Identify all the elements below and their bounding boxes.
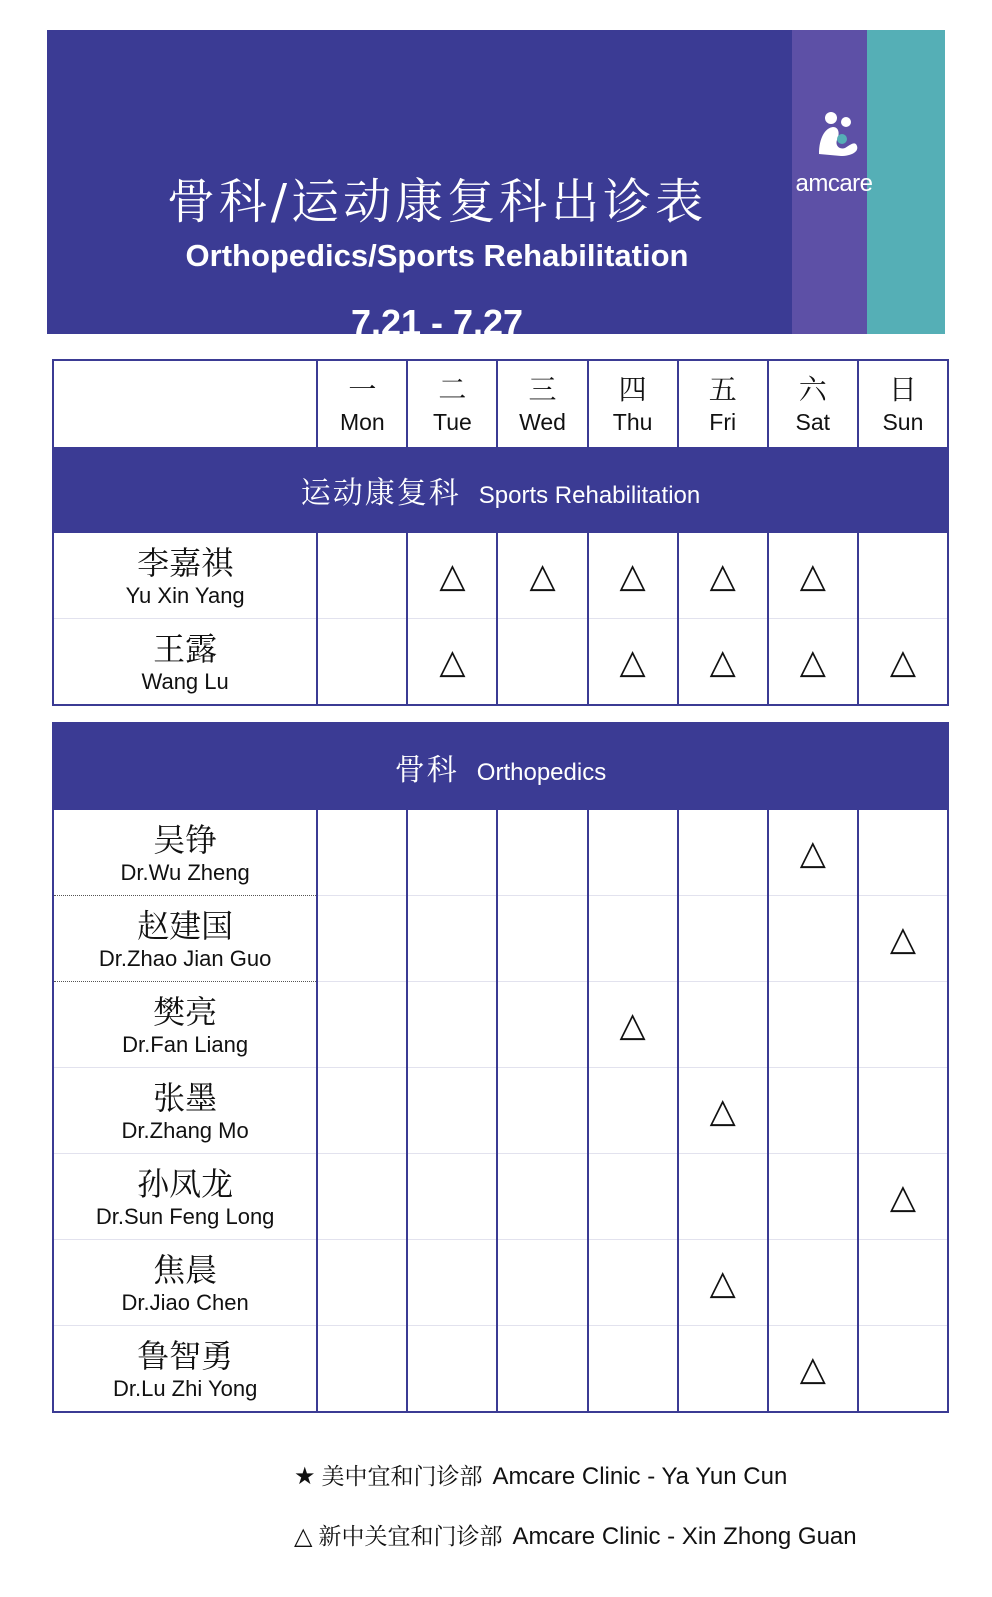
doctor-name-cell — [53, 533, 317, 619]
slot-wed — [497, 896, 587, 982]
doctor-name-en: Dr.Jiao Chen — [121, 1289, 249, 1315]
page-title-en: Orthopedics/Sports Rehabilitation — [185, 238, 689, 273]
day-en: Sun — [882, 409, 924, 435]
slot-fri: △ — [678, 1240, 768, 1326]
doctor-name-en: Dr.Sun Feng Long — [95, 1203, 275, 1229]
slot-sun — [858, 533, 948, 619]
doctor-name-cell — [53, 810, 317, 896]
slot-wed — [497, 1240, 587, 1326]
page-title-cn: 骨科/运动康复科出诊表 — [166, 174, 708, 230]
amcare-logo — [775, 110, 893, 210]
slot-sat: △ — [768, 619, 858, 706]
slot-wed — [497, 1068, 587, 1154]
doctor-row — [53, 810, 948, 896]
slot-sat — [768, 1154, 858, 1240]
section-title-cell — [53, 447, 948, 533]
day-cn: 三 — [528, 373, 557, 406]
slot-tue: △ — [407, 619, 497, 706]
slot-thu: △ — [588, 619, 678, 706]
slot-fri: △ — [678, 1068, 768, 1154]
day-header-sat — [768, 360, 858, 447]
doctor-row — [53, 1154, 948, 1240]
slot-fri — [678, 896, 768, 982]
day-header-tue — [407, 360, 497, 447]
slot-sat: △ — [768, 533, 858, 619]
slot-mon — [317, 896, 407, 982]
doctor-name-en: Wang Lu — [141, 668, 229, 694]
day-cn: 二 — [438, 373, 467, 406]
slot-mon — [317, 1154, 407, 1240]
doctor-name-cn: 焦晨 — [153, 1250, 218, 1289]
slot-sun — [858, 810, 948, 896]
day-en: Fri — [709, 409, 737, 435]
day-en: Mon — [339, 409, 385, 435]
slot-tue — [407, 1154, 497, 1240]
slot-mon — [317, 1326, 407, 1413]
doctor-name-cell — [53, 619, 317, 706]
section-title-en: Sports Rehabilitation — [478, 482, 701, 509]
day-cn: 一 — [348, 373, 377, 406]
day-header-wed — [497, 360, 587, 447]
doctor-name-cn: 樊亮 — [153, 992, 218, 1031]
slot-wed — [497, 1326, 587, 1413]
slot-sat — [768, 982, 858, 1068]
date-range: 7.21 - 7.27 — [350, 302, 524, 343]
slot-fri — [678, 810, 768, 896]
slot-wed — [497, 982, 587, 1068]
slot-thu: △ — [588, 533, 678, 619]
doctor-row — [53, 982, 948, 1068]
slot-thu: △ — [588, 982, 678, 1068]
doctor-name-en: Yu Xin Yang — [125, 582, 245, 608]
slot-mon — [317, 533, 407, 619]
doctor-name-cn: 孙凤龙 — [137, 1164, 234, 1203]
slot-sun — [858, 1068, 948, 1154]
sports-rehab-schedule-table — [52, 359, 949, 706]
day-en: Wed — [519, 409, 566, 435]
slot-sat — [768, 1240, 858, 1326]
slot-mon — [317, 1068, 407, 1154]
day-header-fri — [678, 360, 768, 447]
doctor-name-cell — [53, 1154, 317, 1240]
slot-sat: △ — [768, 1326, 858, 1413]
doctor-row — [53, 1068, 948, 1154]
slot-fri — [678, 1154, 768, 1240]
slot-thu — [588, 1326, 678, 1413]
day-header-mon — [317, 360, 407, 447]
slot-sat: △ — [768, 810, 858, 896]
doctor-name-cell — [53, 1068, 317, 1154]
day-en: Tue — [433, 409, 472, 435]
slot-tue — [407, 896, 497, 982]
legend-item-ya-yun-cun — [294, 1458, 787, 1491]
section-header-sports — [53, 447, 948, 533]
slot-sat — [768, 896, 858, 982]
slot-mon — [317, 810, 407, 896]
slot-fri: △ — [678, 533, 768, 619]
doctor-row — [53, 1240, 948, 1326]
slot-mon — [317, 1240, 407, 1326]
day-en: Sat — [795, 409, 831, 435]
slot-sun — [858, 982, 948, 1068]
slot-mon — [317, 982, 407, 1068]
slot-wed — [497, 619, 587, 706]
doctor-row — [53, 533, 948, 619]
star-icon: ★ — [294, 1463, 316, 1490]
legend-clinic-cn: 美中宜和门诊部 — [321, 1464, 483, 1490]
legend-item-xin-zhong-guan — [294, 1518, 857, 1551]
slot-tue: △ — [407, 533, 497, 619]
slot-thu — [588, 810, 678, 896]
slot-fri — [678, 982, 768, 1068]
slot-thu — [588, 1240, 678, 1326]
section-title-cn: 骨科 — [394, 753, 459, 788]
orthopedics-schedule-table — [52, 722, 949, 1413]
slot-sat — [768, 1068, 858, 1154]
section-header-orthopedics — [53, 723, 948, 810]
day-header-sun — [858, 360, 948, 447]
doctor-name-cell — [53, 982, 317, 1068]
triangle-icon: △ — [294, 1523, 313, 1550]
doctor-name-en: Dr.Fan Liang — [122, 1031, 249, 1057]
logo-text: amcare — [795, 170, 873, 197]
amcare-family-icon — [815, 110, 861, 160]
slot-tue — [407, 1068, 497, 1154]
doctor-name-cn: 王露 — [153, 629, 218, 668]
legend-clinic-en: Amcare Clinic - Xin Zhong Guan — [512, 1523, 857, 1550]
slot-tue — [407, 810, 497, 896]
slot-wed — [497, 1154, 587, 1240]
doctor-name-cn: 李嘉祺 — [137, 543, 234, 582]
slot-sun — [858, 1240, 948, 1326]
doctor-name-cell — [53, 1326, 317, 1413]
slot-mon — [317, 619, 407, 706]
weekday-header-row — [53, 360, 948, 447]
doctor-row — [53, 1326, 948, 1413]
legend-clinic-cn: 新中关宜和门诊部 — [318, 1524, 503, 1550]
section-title-cn: 运动康复科 — [300, 476, 461, 511]
slot-tue — [407, 1326, 497, 1413]
slot-thu — [588, 1154, 678, 1240]
slot-sun: △ — [858, 1154, 948, 1240]
slot-thu — [588, 896, 678, 982]
doctor-name-cn: 张墨 — [153, 1078, 218, 1117]
header-corner-cell — [53, 360, 317, 447]
slot-sun — [858, 1326, 948, 1413]
slot-sun: △ — [858, 896, 948, 982]
doctor-name-en: Dr.Zhang Mo — [121, 1117, 249, 1143]
doctor-row — [53, 896, 948, 982]
doctor-name-cn: 鲁智勇 — [137, 1336, 234, 1375]
doctor-name-cell — [53, 1240, 317, 1326]
doctor-name-cell — [53, 896, 317, 982]
day-cn: 五 — [708, 373, 737, 406]
doctor-row — [53, 619, 948, 706]
doctor-name-en: Dr.Zhao Jian Guo — [98, 945, 272, 971]
slot-tue — [407, 982, 497, 1068]
doctor-name-cn: 赵建国 — [137, 906, 234, 945]
doctor-name-en: Dr.Wu Zheng — [120, 859, 250, 885]
day-cn: 日 — [888, 373, 917, 406]
section-title-cell — [53, 723, 948, 810]
slot-tue — [407, 1240, 497, 1326]
slot-wed: △ — [497, 533, 587, 619]
doctor-name-en: Dr.Lu Zhi Yong — [112, 1375, 258, 1401]
day-header-thu — [588, 360, 678, 447]
slot-fri: △ — [678, 619, 768, 706]
slot-sun: △ — [858, 619, 948, 706]
legend-clinic-en: Amcare Clinic - Ya Yun Cun — [492, 1463, 788, 1490]
slot-fri — [678, 1326, 768, 1413]
day-cn: 六 — [798, 373, 827, 406]
slot-wed — [497, 810, 587, 896]
section-title-en: Orthopedics — [476, 759, 607, 786]
day-cn: 四 — [618, 373, 647, 406]
slot-thu — [588, 1068, 678, 1154]
day-en: Thu — [612, 409, 653, 435]
doctor-name-cn: 吴铮 — [153, 820, 218, 859]
